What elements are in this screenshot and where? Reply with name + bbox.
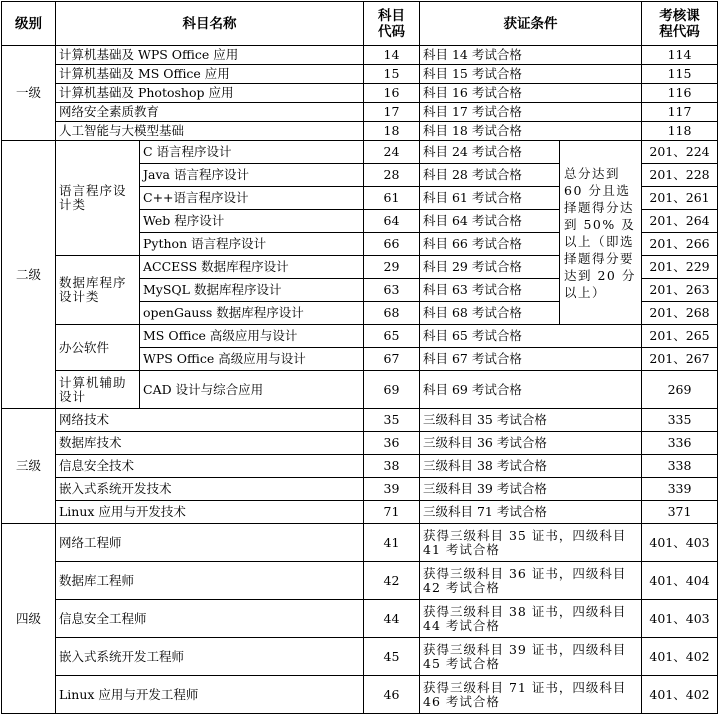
condition: 科目 29 考试合格 [420,256,560,279]
exam-code: 401、403 [642,524,718,562]
condition: 科目 66 考试合格 [420,233,560,256]
subject-code: 24 [364,141,420,164]
subject-code: 28 [364,164,420,187]
table-row [2,524,718,562]
exam-code: 116 [642,84,718,103]
exam-code: 114 [642,46,718,65]
subject-name: 信息安全技术 [56,455,364,478]
table-row [2,371,718,409]
table-row [2,103,718,122]
table-row [2,65,718,84]
subject-name: 网络安全素质教育 [56,103,364,122]
header-code-line1: 科目 [378,7,405,24]
exam-code: 335 [642,409,718,432]
subject-code: 64 [364,210,420,233]
table-row [2,141,718,164]
condition: 科目 24 考试合格 [420,141,560,164]
exam-code: 201、229 [642,256,718,279]
subject-code: 41 [364,524,420,562]
exam-code: 201、264 [642,210,718,233]
subject-name: C 语言程序设计 [140,141,364,164]
condition: 科目 18 考试合格 [420,122,642,141]
subject-name: 人工智能与大模型基础 [56,122,364,141]
condition: 科目 15 考试合格 [420,65,642,84]
subject-code: 18 [364,122,420,141]
subject-name: openGauss 数据库程序设计 [140,302,364,325]
header-subject-code [364,2,420,46]
condition: 科目 65 考试合格 [420,325,642,348]
exam-code: 115 [642,65,718,84]
table-row [2,478,718,501]
condition: 科目 63 考试合格 [420,279,560,302]
table-row [2,84,718,103]
exam-code: 201、261 [642,187,718,210]
exam-code: 371 [642,501,718,524]
condition: 三级科目 35 考试合格 [420,409,642,432]
subject-code: 69 [364,371,420,409]
exam-code: 401、402 [642,638,718,676]
subject-code: 42 [364,562,420,600]
subject-name: Python 语言程序设计 [140,233,364,256]
subject-code: 67 [364,348,420,371]
subject-name: Linux 应用与开发工程师 [56,676,364,714]
level-label: 二级 [2,141,56,409]
subject-name: 计算机基础及 Photoshop 应用 [56,84,364,103]
level-label: 一级 [2,46,56,141]
condition: 科目 61 考试合格 [420,187,560,210]
condition: 科目 28 考试合格 [420,164,560,187]
table-row [2,409,718,432]
subject-name: 网络工程师 [56,524,364,562]
subject-code: 44 [364,600,420,638]
subject-name: WPS Office 高级应用与设计 [140,348,364,371]
condition: 科目 67 考试合格 [420,348,642,371]
subject-code: 15 [364,65,420,84]
table-row [2,562,718,600]
condition: 科目 17 考试合格 [420,103,642,122]
exam-code: 269 [642,371,718,409]
exam-code: 201、265 [642,325,718,348]
subject-name: MySQL 数据库程序设计 [140,279,364,302]
group-label: 数据库程序设计类 [56,256,140,325]
condition: 科目 69 考试合格 [420,371,642,409]
subject-name: Web 程序设计 [140,210,364,233]
header-subject-name: 科目名称 [56,2,364,46]
condition: 科目 16 考试合格 [420,84,642,103]
group-label: 办公软件 [56,325,140,371]
exam-code: 118 [642,122,718,141]
exam-code: 401、404 [642,562,718,600]
condition: 科目 68 考试合格 [420,302,560,325]
table-row [2,638,718,676]
subject-name: CAD 设计与综合应用 [140,371,364,409]
subject-name: 计算机基础及 WPS Office 应用 [56,46,364,65]
subject-code: 46 [364,676,420,714]
header-exam-line1: 考核课 [659,7,700,24]
exam-code: 201、263 [642,279,718,302]
subject-name: Linux 应用与开发技术 [56,501,364,524]
exam-code: 401、403 [642,600,718,638]
header-level: 级别 [2,2,56,46]
subject-name: 数据库工程师 [56,562,364,600]
condition: 获得三级科目 38 证书，四级科目 44 考试合格 [420,600,642,638]
table-row [2,501,718,524]
condition: 三级科目 38 考试合格 [420,455,642,478]
subject-name: MS Office 高级应用与设计 [140,325,364,348]
condition: 获得三级科目 39 证书，四级科目 45 考试合格 [420,638,642,676]
table-row [2,432,718,455]
subject-code: 63 [364,279,420,302]
condition: 获得三级科目 36 证书，四级科目 42 考试合格 [420,562,642,600]
subject-name: C++语言程序设计 [140,187,364,210]
header-exam-code [642,2,718,46]
exam-code: 201、267 [642,348,718,371]
subject-code: 39 [364,478,420,501]
subject-code: 14 [364,46,420,65]
level-label: 三级 [2,409,56,524]
exam-code: 201、268 [642,302,718,325]
subject-name: ACCESS 数据库程序设计 [140,256,364,279]
header-code-line2: 代码 [378,23,405,40]
subject-code: 68 [364,302,420,325]
condition: 三级科目 71 考试合格 [420,501,642,524]
header-condition: 获证条件 [420,2,642,46]
subject-code: 61 [364,187,420,210]
level-label: 四级 [2,524,56,714]
subject-code: 29 [364,256,420,279]
subject-name: Java 语言程序设计 [140,164,364,187]
subject-name: 嵌入式系统开发技术 [56,478,364,501]
subject-code: 45 [364,638,420,676]
exam-code: 201、266 [642,233,718,256]
subject-code: 16 [364,84,420,103]
exam-code: 201、224 [642,141,718,164]
condition: 获得三级科目 71 证书，四级科目 46 考试合格 [420,676,642,714]
table-row [2,676,718,714]
subject-name: 嵌入式系统开发工程师 [56,638,364,676]
subject-name: 信息安全工程师 [56,600,364,638]
subject-name: 数据库技术 [56,432,364,455]
subject-code: 65 [364,325,420,348]
subject-name: 计算机基础及 MS Office 应用 [56,65,364,84]
condition: 三级科目 36 考试合格 [420,432,642,455]
table-row [2,455,718,478]
subject-code: 17 [364,103,420,122]
exam-code: 338 [642,455,718,478]
subject-code: 66 [364,233,420,256]
condition: 获得三级科目 35 证书，四级科目 41 考试合格 [420,524,642,562]
exam-code: 201、228 [642,164,718,187]
group-label: 语言程序设计类 [56,141,140,256]
condition: 科目 64 考试合格 [420,210,560,233]
subject-name: 网络技术 [56,409,364,432]
condition: 科目 14 考试合格 [420,46,642,65]
subject-code: 71 [364,501,420,524]
exam-code: 336 [642,432,718,455]
condition: 三级科目 39 考试合格 [420,478,642,501]
subject-code: 36 [364,432,420,455]
exam-subjects-table [1,1,718,714]
table-row [2,325,718,348]
header-exam-line2: 程代码 [659,23,700,40]
exam-code: 117 [642,103,718,122]
group-label: 计算机辅助设计 [56,371,140,409]
exam-code: 401、402 [642,676,718,714]
header-row [2,2,718,46]
exam-code: 339 [642,478,718,501]
table-row [2,600,718,638]
table-row [2,46,718,65]
table-row [2,122,718,141]
subject-code: 35 [364,409,420,432]
subject-code: 38 [364,455,420,478]
score-requirement-note: 总分达到 60 分且选择题得分达到 50% 及以上（即选择题得分要达到 20 分以上） [560,141,642,325]
